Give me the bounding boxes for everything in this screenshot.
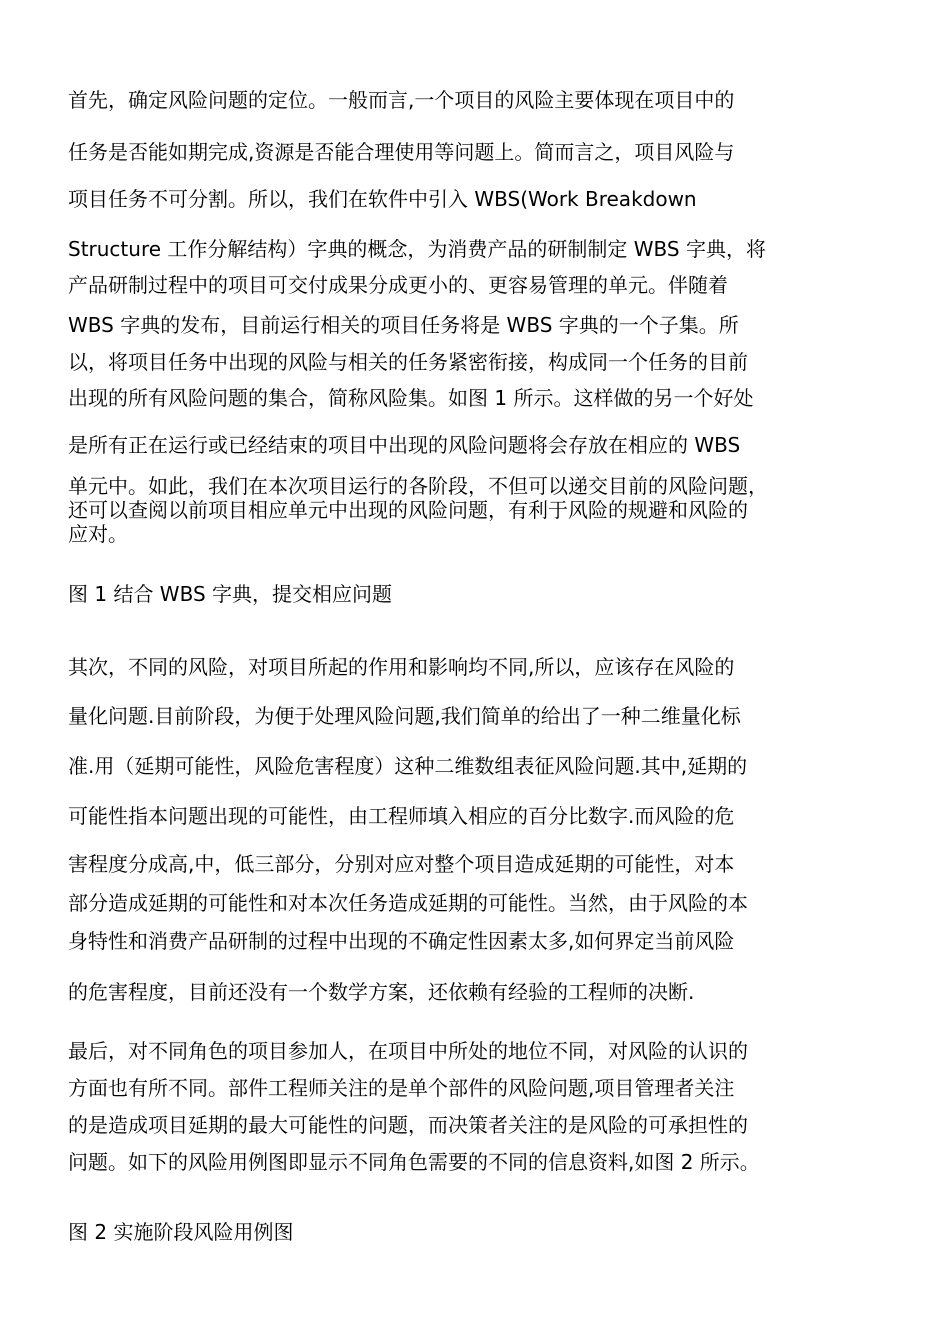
paragraph-1-line-7: 以，将项目任务中出现的风险与相关的任务紧密衔接，构成同一个任务的目前 [68,350,748,374]
paragraph-2-line-2: 量化问题.目前阶段，为便于处理风险问题,我们简单的给出了一种二维量化标 [68,704,741,728]
paragraph-1-line-2: 任务是否能如期完成,资源是否能合理使用等问题上。简而言之，项目风险与 [68,140,735,164]
figure-1-caption: 图 1 结合 WBS 字典，提交相应问题 [68,582,392,606]
paragraph-1-line-1: 首先，确定风险问题的定位。一般而言,一个项目的风险主要体现在项目中的 [68,88,735,112]
paragraph-3-line-1: 最后，对不同角色的项目参加人，在项目中所处的地位不同，对风险的认识的 [68,1039,748,1063]
paragraph-2-line-1: 其次，不同的风险，对项目所起的作用和影响均不同,所以，应该存在风险的 [68,655,735,679]
paragraph-1-line-11: 还可以查阅以前项目相应单元中出现的风险问题，有利于风险的规避和风险的 [68,498,748,522]
paragraph-2-line-7: 身特性和消费产品研制的过程中出现的不确定性因素太多,如何界定当前风险 [68,929,735,953]
paragraph-1-line-5: 产品研制过程中的项目可交付成果分成更小的、更容易管理的单元。伴随着 [68,273,728,297]
paragraph-1-line-6: WBS 字典的发布，目前运行相关的项目任务将是 WBS 字典的一个子集。所 [68,313,739,337]
paragraph-3-line-4: 问题。如下的风险用例图即显示不同角色需要的不同的信息资料,如图 2 所示。 [68,1150,760,1174]
paragraph-1-line-10: 单元中。如此，我们在本次项目运行的各阶段，不但可以递交目前的风险问题， [68,474,768,498]
paragraph-3-line-3: 的是造成项目延期的最大可能性的问题，而决策者关注的是风险的可承担性的 [68,1113,748,1137]
paragraph-3-line-2: 方面也有所不同。部件工程师关注的是单个部件的风险问题,项目管理者关注 [68,1076,735,1100]
figure-2-caption: 图 2 实施阶段风险用例图 [68,1220,294,1244]
paragraph-2-line-8: 的危害程度，目前还没有一个数学方案，还依赖有经验的工程师的决断. [68,980,695,1004]
paragraph-1-line-4: Structure 工作分解结构）字典的概念，为消费产品的研制制定 WBS 字典，将 [68,237,766,261]
paragraph-1-line-8: 出现的所有风险问题的集合，简称风险集。如图 1 所示。这样做的另一个好处 [68,386,754,410]
paragraph-1-line-12: 应对。 [68,522,128,546]
paragraph-2-line-3: 准.用（延期可能性，风险危害程度）这种二维数组表征风险问题.其中,延期的 [68,754,748,778]
paragraph-2-line-4: 可能性指本问题出现的可能性，由工程师填入相应的百分比数字.而风险的危 [68,804,735,828]
paragraph-2-line-6: 部分造成延期的可能性和对本次任务造成延期的可能性。当然，由于风险的本 [68,891,748,915]
paragraph-1-line-3: 项目任务不可分割。所以，我们在软件中引入 WBS(Work Breakdown [68,187,697,211]
paragraph-2-line-5: 害程度分成高,中，低三部分，分别对应对整个项目造成延期的可能性，对本 [68,852,735,876]
paragraph-1-line-9: 是所有正在运行或已经结束的项目中出现的风险问题将会存放在相应的 WBS [68,433,741,457]
